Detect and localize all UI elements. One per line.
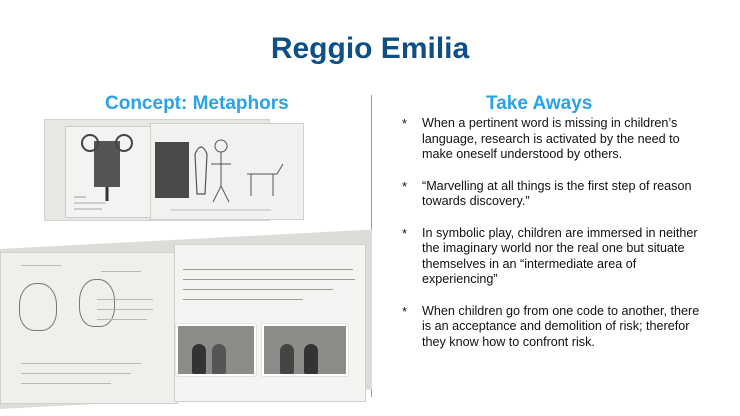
- face-sketch: [19, 283, 57, 331]
- bullet-marker: *: [402, 225, 408, 241]
- takeaway-item: [402, 226, 707, 288]
- corkscrew-drawing: [66, 127, 156, 217]
- handwriting-line: [21, 265, 61, 266]
- children-photo: [176, 324, 256, 376]
- exhibit-panel-faces: [0, 252, 178, 404]
- takeaway-text: “Marvelling at all things is the first step of reason towards discovery.”: [422, 178, 692, 208]
- children-photo: [262, 324, 348, 376]
- printed-quote-line: [183, 279, 355, 280]
- handwriting-line: [97, 299, 153, 300]
- right-heading: Take Aways: [486, 93, 593, 114]
- takeaways-list: [402, 116, 707, 366]
- figures-drawing: [151, 124, 303, 219]
- handwriting-line: [21, 373, 131, 374]
- takeaway-text: When children go from one code to another, there is an acceptance and demolition of risk; therefor they know how to confront risk.: [422, 303, 700, 349]
- takeaway-item: [402, 179, 707, 210]
- handwriting-line: [101, 271, 141, 272]
- printed-quote-line: [183, 299, 303, 300]
- takeaway-text: When a pertinent word is missing in children’s language, research is activated by the need to make oneself understood by others.: [422, 116, 680, 161]
- exhibit-card-figures: [150, 123, 304, 220]
- handwriting-line: [97, 309, 153, 310]
- takeaway-item: [402, 304, 707, 351]
- exhibit-card-corkscrew: [65, 126, 157, 218]
- bullet-marker: *: [402, 303, 408, 319]
- left-heading: Concept: Metaphors: [105, 93, 289, 114]
- bullet-marker: *: [402, 178, 408, 194]
- handwriting-line: [21, 383, 111, 384]
- exhibit-panel-quote: [174, 244, 366, 402]
- takeaway-text: In symbolic play, children are immersed in neither the imaginary world nor the real one but situate themselves in an “intermediate area of experiencing”: [422, 225, 698, 286]
- takeaway-item: [402, 116, 707, 163]
- handwriting-line: [97, 319, 147, 320]
- slide-title: Reggio Emilia: [270, 32, 470, 65]
- handwriting-line: [21, 363, 141, 364]
- bullet-marker: *: [402, 116, 408, 131]
- printed-quote-line: [183, 289, 333, 290]
- exhibit-photo-top: [44, 119, 270, 221]
- printed-quote-line: [183, 269, 353, 270]
